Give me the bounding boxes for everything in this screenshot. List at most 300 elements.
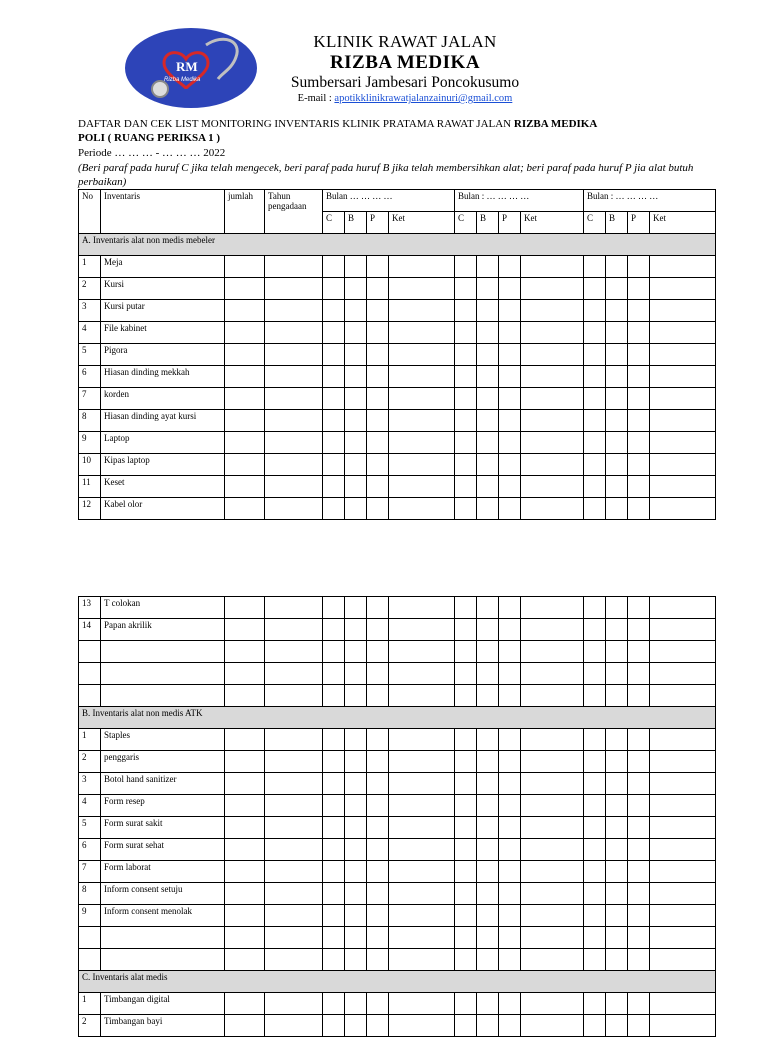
empty-cell	[650, 1015, 716, 1037]
empty-cell	[499, 410, 521, 432]
empty-cell	[499, 278, 521, 300]
empty-cell	[650, 388, 716, 410]
empty-cell	[225, 410, 265, 432]
empty-cell	[323, 278, 345, 300]
empty-cell	[477, 883, 499, 905]
sub-ket: Ket	[521, 212, 584, 234]
empty-cell	[345, 949, 367, 971]
empty-cell	[521, 751, 584, 773]
empty-cell	[345, 817, 367, 839]
table-row	[79, 817, 716, 839]
empty-cell	[584, 498, 606, 520]
empty-cell	[606, 1015, 628, 1037]
item-name: Kabel olor	[101, 498, 225, 520]
table-row	[79, 751, 716, 773]
empty-cell	[225, 729, 265, 751]
item-no: 9	[79, 905, 101, 927]
table-row	[79, 344, 716, 366]
empty-cell	[650, 927, 716, 949]
empty-cell	[521, 454, 584, 476]
empty-cell	[477, 366, 499, 388]
empty-cell	[477, 905, 499, 927]
empty-cell	[499, 949, 521, 971]
empty-cell	[455, 256, 477, 278]
item-no: 12	[79, 498, 101, 520]
empty-cell	[225, 751, 265, 773]
empty-cell	[521, 300, 584, 322]
empty-cell	[477, 795, 499, 817]
table-row	[79, 795, 716, 817]
empty-cell	[477, 498, 499, 520]
empty-cell	[265, 256, 323, 278]
item-no: 8	[79, 883, 101, 905]
item-no: 6	[79, 839, 101, 861]
empty-cell	[606, 663, 628, 685]
empty-cell	[477, 817, 499, 839]
empty-cell	[628, 454, 650, 476]
empty-cell	[521, 388, 584, 410]
empty-cell	[389, 773, 455, 795]
empty-cell	[521, 1015, 584, 1037]
empty-cell	[477, 685, 499, 707]
empty-cell	[389, 663, 455, 685]
empty-cell	[650, 993, 716, 1015]
empty-cell	[323, 663, 345, 685]
item-no: 4	[79, 322, 101, 344]
empty-cell	[606, 597, 628, 619]
empty-cell	[225, 663, 265, 685]
empty-cell	[606, 729, 628, 751]
item-no: 2	[79, 278, 101, 300]
empty-cell	[606, 927, 628, 949]
empty-cell	[345, 1015, 367, 1037]
empty-cell	[477, 663, 499, 685]
empty-cell	[606, 256, 628, 278]
empty-cell	[367, 861, 389, 883]
inventory-table-1	[78, 189, 716, 520]
empty-cell	[606, 432, 628, 454]
empty-cell	[323, 861, 345, 883]
empty-cell	[628, 883, 650, 905]
empty-cell	[521, 256, 584, 278]
empty-cell	[323, 597, 345, 619]
email-link[interactable]: apotikklinikrawatjalanzainuri@gmail.com	[334, 93, 513, 104]
empty-cell	[389, 619, 455, 641]
empty-cell	[225, 1015, 265, 1037]
empty-cell	[367, 432, 389, 454]
empty-cell	[650, 476, 716, 498]
empty-cell	[225, 366, 265, 388]
item-name: Kursi putar	[101, 300, 225, 322]
empty-cell	[477, 949, 499, 971]
empty-cell	[650, 432, 716, 454]
empty-cell	[477, 619, 499, 641]
table-row	[79, 366, 716, 388]
item-no: 10	[79, 454, 101, 476]
email-label: E-mail :	[297, 93, 335, 104]
item-no: 9	[79, 432, 101, 454]
empty-cell	[265, 905, 323, 927]
empty-cell	[225, 278, 265, 300]
empty-cell	[499, 663, 521, 685]
empty-cell	[650, 278, 716, 300]
empty-cell	[521, 663, 584, 685]
clinic-email-line	[270, 93, 540, 104]
empty-cell	[584, 773, 606, 795]
item-no: 2	[79, 751, 101, 773]
empty-cell	[650, 619, 716, 641]
empty-cell	[606, 839, 628, 861]
empty-cell	[628, 344, 650, 366]
empty-cell	[323, 729, 345, 751]
empty-cell	[650, 817, 716, 839]
empty-cell	[323, 839, 345, 861]
empty-cell	[499, 927, 521, 949]
item-no: 14	[79, 619, 101, 641]
empty-cell	[367, 619, 389, 641]
empty-cell	[225, 795, 265, 817]
empty-cell	[367, 322, 389, 344]
table-row	[79, 256, 716, 278]
empty-cell	[499, 773, 521, 795]
empty-cell	[367, 927, 389, 949]
empty-cell	[367, 795, 389, 817]
empty-cell	[584, 388, 606, 410]
header-no: No	[79, 190, 101, 234]
empty-cell	[367, 300, 389, 322]
empty-cell	[521, 817, 584, 839]
empty-cell	[345, 498, 367, 520]
period-label: Periode … … … - … … … 2022	[78, 147, 226, 159]
table-row	[79, 993, 716, 1015]
empty-cell	[584, 256, 606, 278]
item-name: Botol hand sanitizer	[101, 773, 225, 795]
empty-cell	[521, 905, 584, 927]
table-row	[79, 641, 716, 663]
table-row	[79, 619, 716, 641]
empty-cell	[389, 597, 455, 619]
empty-cell	[499, 619, 521, 641]
empty-cell	[265, 432, 323, 454]
empty-cell	[323, 322, 345, 344]
empty-cell	[477, 861, 499, 883]
table-row	[79, 927, 716, 949]
empty-cell	[345, 388, 367, 410]
sub-b: B	[606, 212, 628, 234]
empty-cell	[650, 773, 716, 795]
empty-cell	[628, 663, 650, 685]
empty-cell	[521, 476, 584, 498]
empty-cell	[367, 344, 389, 366]
empty-cell	[606, 498, 628, 520]
section-b-title: B. Inventaris alat non medis ATK	[79, 707, 716, 729]
empty-cell	[455, 410, 477, 432]
empty-cell	[345, 597, 367, 619]
empty-cell	[477, 1015, 499, 1037]
empty-cell	[521, 795, 584, 817]
empty-cell	[499, 729, 521, 751]
empty-cell	[389, 751, 455, 773]
empty-cell	[265, 839, 323, 861]
empty-cell	[225, 905, 265, 927]
empty-cell	[265, 883, 323, 905]
empty-cell	[584, 905, 606, 927]
empty-cell	[455, 366, 477, 388]
empty-cell	[345, 454, 367, 476]
empty-cell	[345, 322, 367, 344]
item-no: 7	[79, 388, 101, 410]
empty-cell	[389, 795, 455, 817]
empty-cell	[367, 949, 389, 971]
empty-cell	[323, 366, 345, 388]
item-name: Keset	[101, 476, 225, 498]
empty-cell	[367, 905, 389, 927]
empty-cell	[584, 454, 606, 476]
sub-ket: Ket	[389, 212, 455, 234]
empty-cell	[265, 685, 323, 707]
empty-cell	[367, 278, 389, 300]
table-row	[79, 773, 716, 795]
empty-cell	[628, 927, 650, 949]
empty-cell	[323, 476, 345, 498]
empty-cell	[477, 278, 499, 300]
empty-cell	[345, 795, 367, 817]
empty-cell	[101, 927, 225, 949]
empty-cell	[455, 322, 477, 344]
item-name: Timbangan bayi	[101, 1015, 225, 1037]
empty-cell	[499, 883, 521, 905]
empty-cell	[225, 993, 265, 1015]
empty-cell	[225, 498, 265, 520]
table-row	[79, 454, 716, 476]
empty-cell	[628, 300, 650, 322]
empty-cell	[628, 839, 650, 861]
empty-cell	[455, 619, 477, 641]
empty-cell	[584, 839, 606, 861]
empty-cell	[455, 927, 477, 949]
empty-cell	[345, 905, 367, 927]
empty-cell	[584, 927, 606, 949]
empty-cell	[323, 927, 345, 949]
empty-cell	[345, 476, 367, 498]
empty-cell	[650, 663, 716, 685]
empty-cell	[345, 256, 367, 278]
empty-cell	[628, 751, 650, 773]
table-row	[79, 410, 716, 432]
empty-cell	[499, 1015, 521, 1037]
empty-cell	[455, 278, 477, 300]
empty-cell	[455, 861, 477, 883]
empty-cell	[389, 388, 455, 410]
empty-cell	[367, 817, 389, 839]
empty-cell	[606, 773, 628, 795]
rows-section-a-part2	[79, 597, 716, 707]
empty-cell	[499, 256, 521, 278]
empty-cell	[367, 1015, 389, 1037]
empty-cell	[265, 663, 323, 685]
empty-cell	[389, 993, 455, 1015]
empty-cell	[584, 432, 606, 454]
empty-cell	[323, 905, 345, 927]
empty-cell	[389, 729, 455, 751]
empty-cell	[389, 454, 455, 476]
empty-cell	[455, 454, 477, 476]
empty-cell	[265, 388, 323, 410]
empty-cell	[584, 366, 606, 388]
empty-cell	[477, 729, 499, 751]
empty-cell	[389, 476, 455, 498]
empty-cell	[521, 729, 584, 751]
empty-cell	[367, 388, 389, 410]
sub-p: P	[628, 212, 650, 234]
header-bulan-1: Bulan … … … …	[323, 190, 455, 212]
header-inventaris: Inventaris	[101, 190, 225, 234]
empty-cell	[345, 432, 367, 454]
empty-cell	[323, 498, 345, 520]
table-row	[79, 476, 716, 498]
item-name: Timbangan digital	[101, 993, 225, 1015]
empty-cell	[584, 410, 606, 432]
empty-cell	[389, 344, 455, 366]
empty-cell	[477, 300, 499, 322]
empty-cell	[323, 300, 345, 322]
empty-cell	[584, 817, 606, 839]
empty-cell	[265, 476, 323, 498]
rows-section-c	[79, 993, 716, 1037]
empty-cell	[225, 641, 265, 663]
item-no: 4	[79, 795, 101, 817]
empty-cell	[521, 322, 584, 344]
empty-cell	[389, 322, 455, 344]
empty-cell	[650, 685, 716, 707]
empty-cell	[606, 685, 628, 707]
empty-cell	[628, 773, 650, 795]
table-row	[79, 278, 716, 300]
table-row	[79, 905, 716, 927]
empty-cell	[265, 278, 323, 300]
empty-cell	[584, 751, 606, 773]
empty-cell	[499, 366, 521, 388]
empty-cell	[323, 751, 345, 773]
empty-cell	[225, 344, 265, 366]
empty-cell	[225, 927, 265, 949]
empty-cell	[584, 619, 606, 641]
empty-cell	[367, 366, 389, 388]
empty-cell	[265, 619, 323, 641]
clinic-address: Sumbersari Jambesari Poncokusumo	[290, 74, 520, 91]
empty-cell	[606, 795, 628, 817]
empty-cell	[345, 410, 367, 432]
empty-cell	[323, 685, 345, 707]
empty-cell	[521, 993, 584, 1015]
table-row	[79, 322, 716, 344]
empty-cell	[521, 432, 584, 454]
empty-cell	[584, 795, 606, 817]
empty-cell	[477, 597, 499, 619]
empty-cell	[606, 817, 628, 839]
table-row	[79, 839, 716, 861]
empty-cell	[477, 641, 499, 663]
empty-cell	[265, 454, 323, 476]
item-no: 3	[79, 773, 101, 795]
empty-cell	[389, 905, 455, 927]
item-name: File kabinet	[101, 322, 225, 344]
empty-cell	[499, 344, 521, 366]
empty-cell	[628, 1015, 650, 1037]
item-no: 1	[79, 256, 101, 278]
empty-cell	[584, 641, 606, 663]
empty-cell	[606, 278, 628, 300]
table-row	[79, 498, 716, 520]
empty-cell	[389, 278, 455, 300]
empty-cell	[521, 685, 584, 707]
empty-cell	[79, 927, 101, 949]
sub-p: P	[499, 212, 521, 234]
empty-cell	[650, 883, 716, 905]
empty-cell	[606, 751, 628, 773]
empty-cell	[499, 817, 521, 839]
empty-cell	[584, 883, 606, 905]
empty-cell	[650, 795, 716, 817]
empty-cell	[499, 322, 521, 344]
empty-cell	[650, 597, 716, 619]
empty-cell	[628, 256, 650, 278]
empty-cell	[650, 729, 716, 751]
empty-cell	[584, 597, 606, 619]
empty-cell	[367, 410, 389, 432]
empty-cell	[477, 993, 499, 1015]
item-no: 13	[79, 597, 101, 619]
item-name: penggaris	[101, 751, 225, 773]
empty-cell	[389, 641, 455, 663]
empty-cell	[225, 476, 265, 498]
empty-cell	[389, 685, 455, 707]
empty-cell	[650, 839, 716, 861]
empty-cell	[650, 641, 716, 663]
empty-cell	[265, 322, 323, 344]
empty-cell	[650, 861, 716, 883]
item-no: 1	[79, 993, 101, 1015]
empty-cell	[367, 597, 389, 619]
empty-cell	[455, 817, 477, 839]
empty-cell	[477, 839, 499, 861]
empty-cell	[628, 861, 650, 883]
header-bulan-3: Bulan : … … … …	[584, 190, 716, 212]
empty-cell	[265, 817, 323, 839]
empty-cell	[606, 300, 628, 322]
sub-b: B	[345, 212, 367, 234]
empty-cell	[323, 773, 345, 795]
empty-cell	[499, 795, 521, 817]
empty-cell	[455, 300, 477, 322]
empty-cell	[628, 685, 650, 707]
item-name: Kipas laptop	[101, 454, 225, 476]
item-name: Form resep	[101, 795, 225, 817]
empty-cell	[389, 410, 455, 432]
rows-section-a-part1	[79, 256, 716, 520]
empty-cell	[499, 839, 521, 861]
empty-cell	[225, 619, 265, 641]
empty-cell	[628, 476, 650, 498]
logo-subtext: Rizba Medika	[164, 77, 201, 83]
empty-cell	[477, 432, 499, 454]
clinic-type: KLINIK RAWAT JALAN	[313, 32, 497, 51]
empty-cell	[606, 883, 628, 905]
empty-cell	[455, 498, 477, 520]
table-row	[79, 949, 716, 971]
empty-cell	[499, 993, 521, 1015]
empty-cell	[225, 388, 265, 410]
